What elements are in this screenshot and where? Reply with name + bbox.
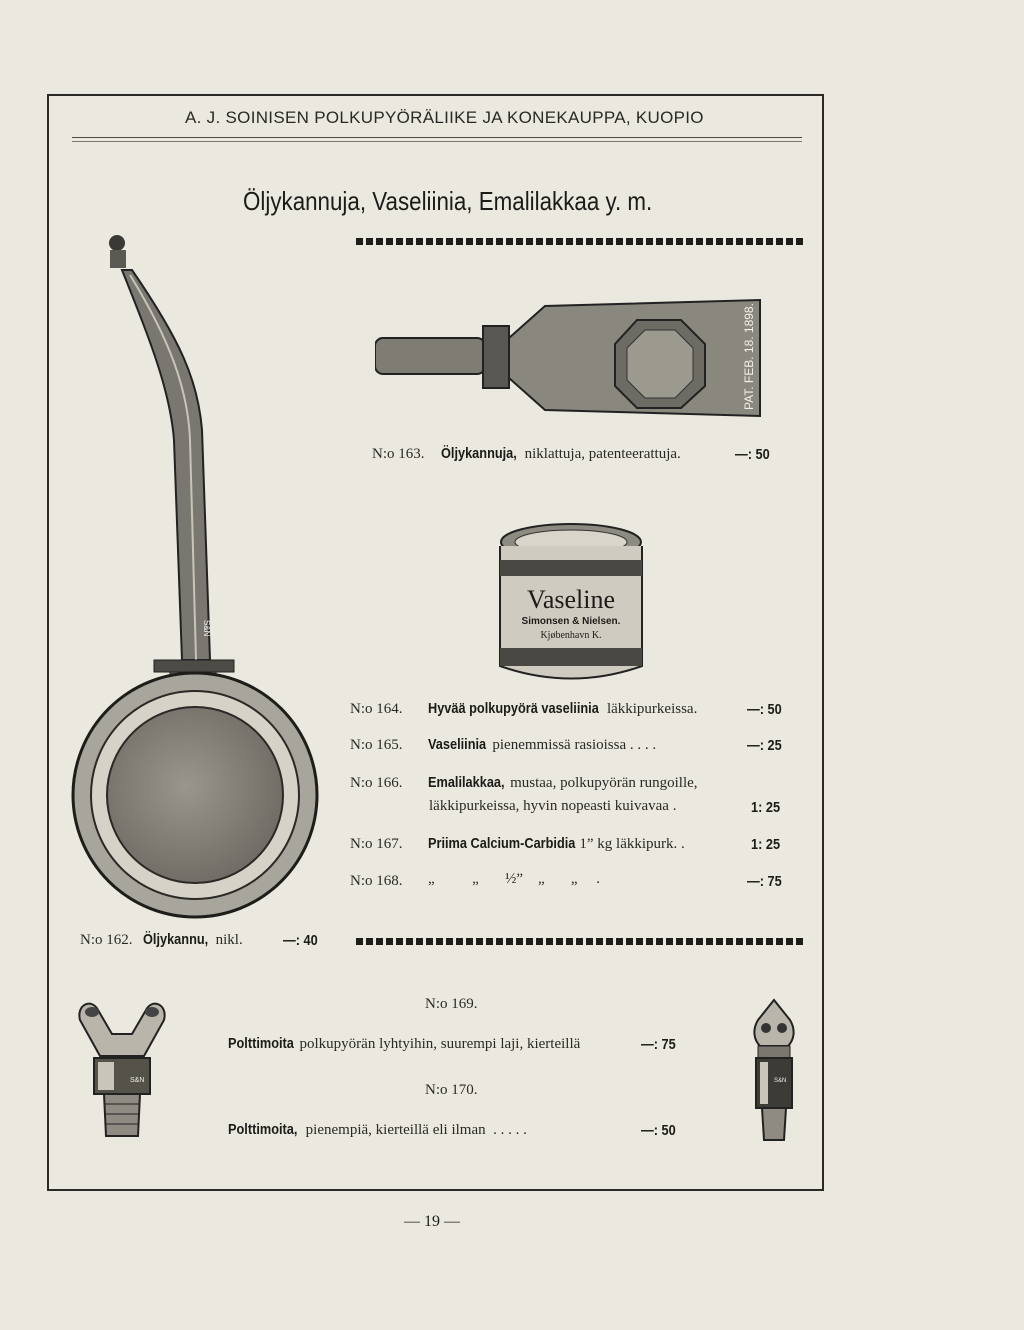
item-167-desc: 1” kg läkkipurk. . [579, 836, 685, 852]
item-169-number: N:o 169. [425, 996, 478, 1012]
item-165-text [428, 736, 656, 754]
item-162-name: Öljykannu, [142, 931, 209, 948]
page-number: — 19 — [404, 1213, 460, 1230]
item-170-desc: pienempiä, kierteillä eli ilman . . . . . [305, 1122, 527, 1138]
sn-mark-text: S&N [202, 620, 211, 637]
item-162-number: N:o 162. [80, 932, 133, 948]
burner-169-mark: S&N [130, 1077, 145, 1084]
item-170-price: —: 50 [641, 1122, 676, 1139]
item-166-name: Emalilakkaa, [428, 774, 505, 791]
oilcan-162-illustration [70, 230, 330, 920]
item-163-number: N:o 163. [372, 446, 425, 462]
header-rule-bottom [72, 141, 802, 142]
item-169-text [228, 1035, 580, 1053]
page-title: Öljykannuja, Vaseliinia, Emalilakkaa y. m. [243, 186, 653, 216]
item-167-text [428, 835, 685, 853]
item-163-name: Öljykannuja, [440, 445, 517, 462]
item-165-number: N:o 165. [350, 737, 403, 753]
burner-170-illustration [744, 996, 804, 1146]
item-167-number: N:o 167. [350, 836, 403, 852]
item-162-line [80, 931, 243, 949]
item-162-desc: nikl. [215, 932, 243, 948]
item-170-number: N:o 170. [425, 1082, 478, 1098]
item-163-desc: niklattuja, patenteerattuja. [524, 446, 681, 462]
item-170-text [228, 1121, 527, 1139]
item-163-line [372, 445, 681, 463]
item-170-name: Polttimoita, [228, 1121, 298, 1138]
item-164-number: N:o 164. [350, 701, 403, 717]
oilcan-163-illustration [375, 298, 765, 418]
item-164-text [428, 700, 697, 718]
burner-169-illustration [72, 996, 172, 1146]
dotted-rule-top [356, 238, 806, 245]
item-167-price: 1: 25 [751, 836, 781, 853]
vaseline-label-text: Vaseline [526, 585, 616, 614]
item-166-text [428, 774, 698, 792]
item-167-name: Priima Calcium-Carbidia [428, 835, 576, 852]
item-168-price: —: 75 [747, 873, 782, 890]
oilcan-patent-text: PAT. FEB. 18. 1898. [742, 303, 756, 410]
item-166-desc: mustaa, polkupyörän rungoille, [510, 775, 698, 791]
burner-170-mark: S&N [774, 1078, 787, 1084]
company-header: A. J. SOINISEN POLKUPYÖRÄLIIKE JA KONEKAUPPA, KUOPIO [185, 108, 704, 127]
item-168-number: N:o 168. [350, 873, 403, 889]
item-168-desc: „ „ ½” „ „ . [428, 871, 601, 887]
item-169-desc: polkupyörän lyhtyihin, suurempi laji, kierteillä [299, 1036, 581, 1052]
item-164-price: —: 50 [747, 701, 782, 718]
item-166-number: N:o 166. [350, 775, 403, 791]
dotted-rule-middle [356, 938, 806, 945]
item-166-desc-line2: läkkipurkeissa, hyvin nopeasti kuivavaa . [429, 798, 677, 814]
vaseline-tin-illustration [494, 516, 654, 686]
vaseline-city-text: Kjøbenhavn K. [540, 630, 602, 641]
item-165-price: —: 25 [747, 737, 782, 754]
item-163-price: —: 50 [735, 446, 770, 463]
item-162-price: —: 40 [283, 932, 318, 949]
item-165-desc: pienemmissä rasioissa . . . . [492, 737, 657, 753]
item-169-price: —: 75 [641, 1036, 676, 1053]
item-164-desc: läkkipurkeissa. [606, 701, 698, 717]
item-169-name: Polttimoita [228, 1035, 294, 1052]
item-166-price: 1: 25 [751, 799, 781, 816]
header-rule-top [72, 137, 802, 138]
item-164-name: Hyvää polkupyörä vaseliinia [428, 700, 599, 717]
item-165-name: Vaseliinia [428, 736, 487, 753]
vaseline-maker-text: Simonsen & Nielsen. [521, 616, 621, 627]
